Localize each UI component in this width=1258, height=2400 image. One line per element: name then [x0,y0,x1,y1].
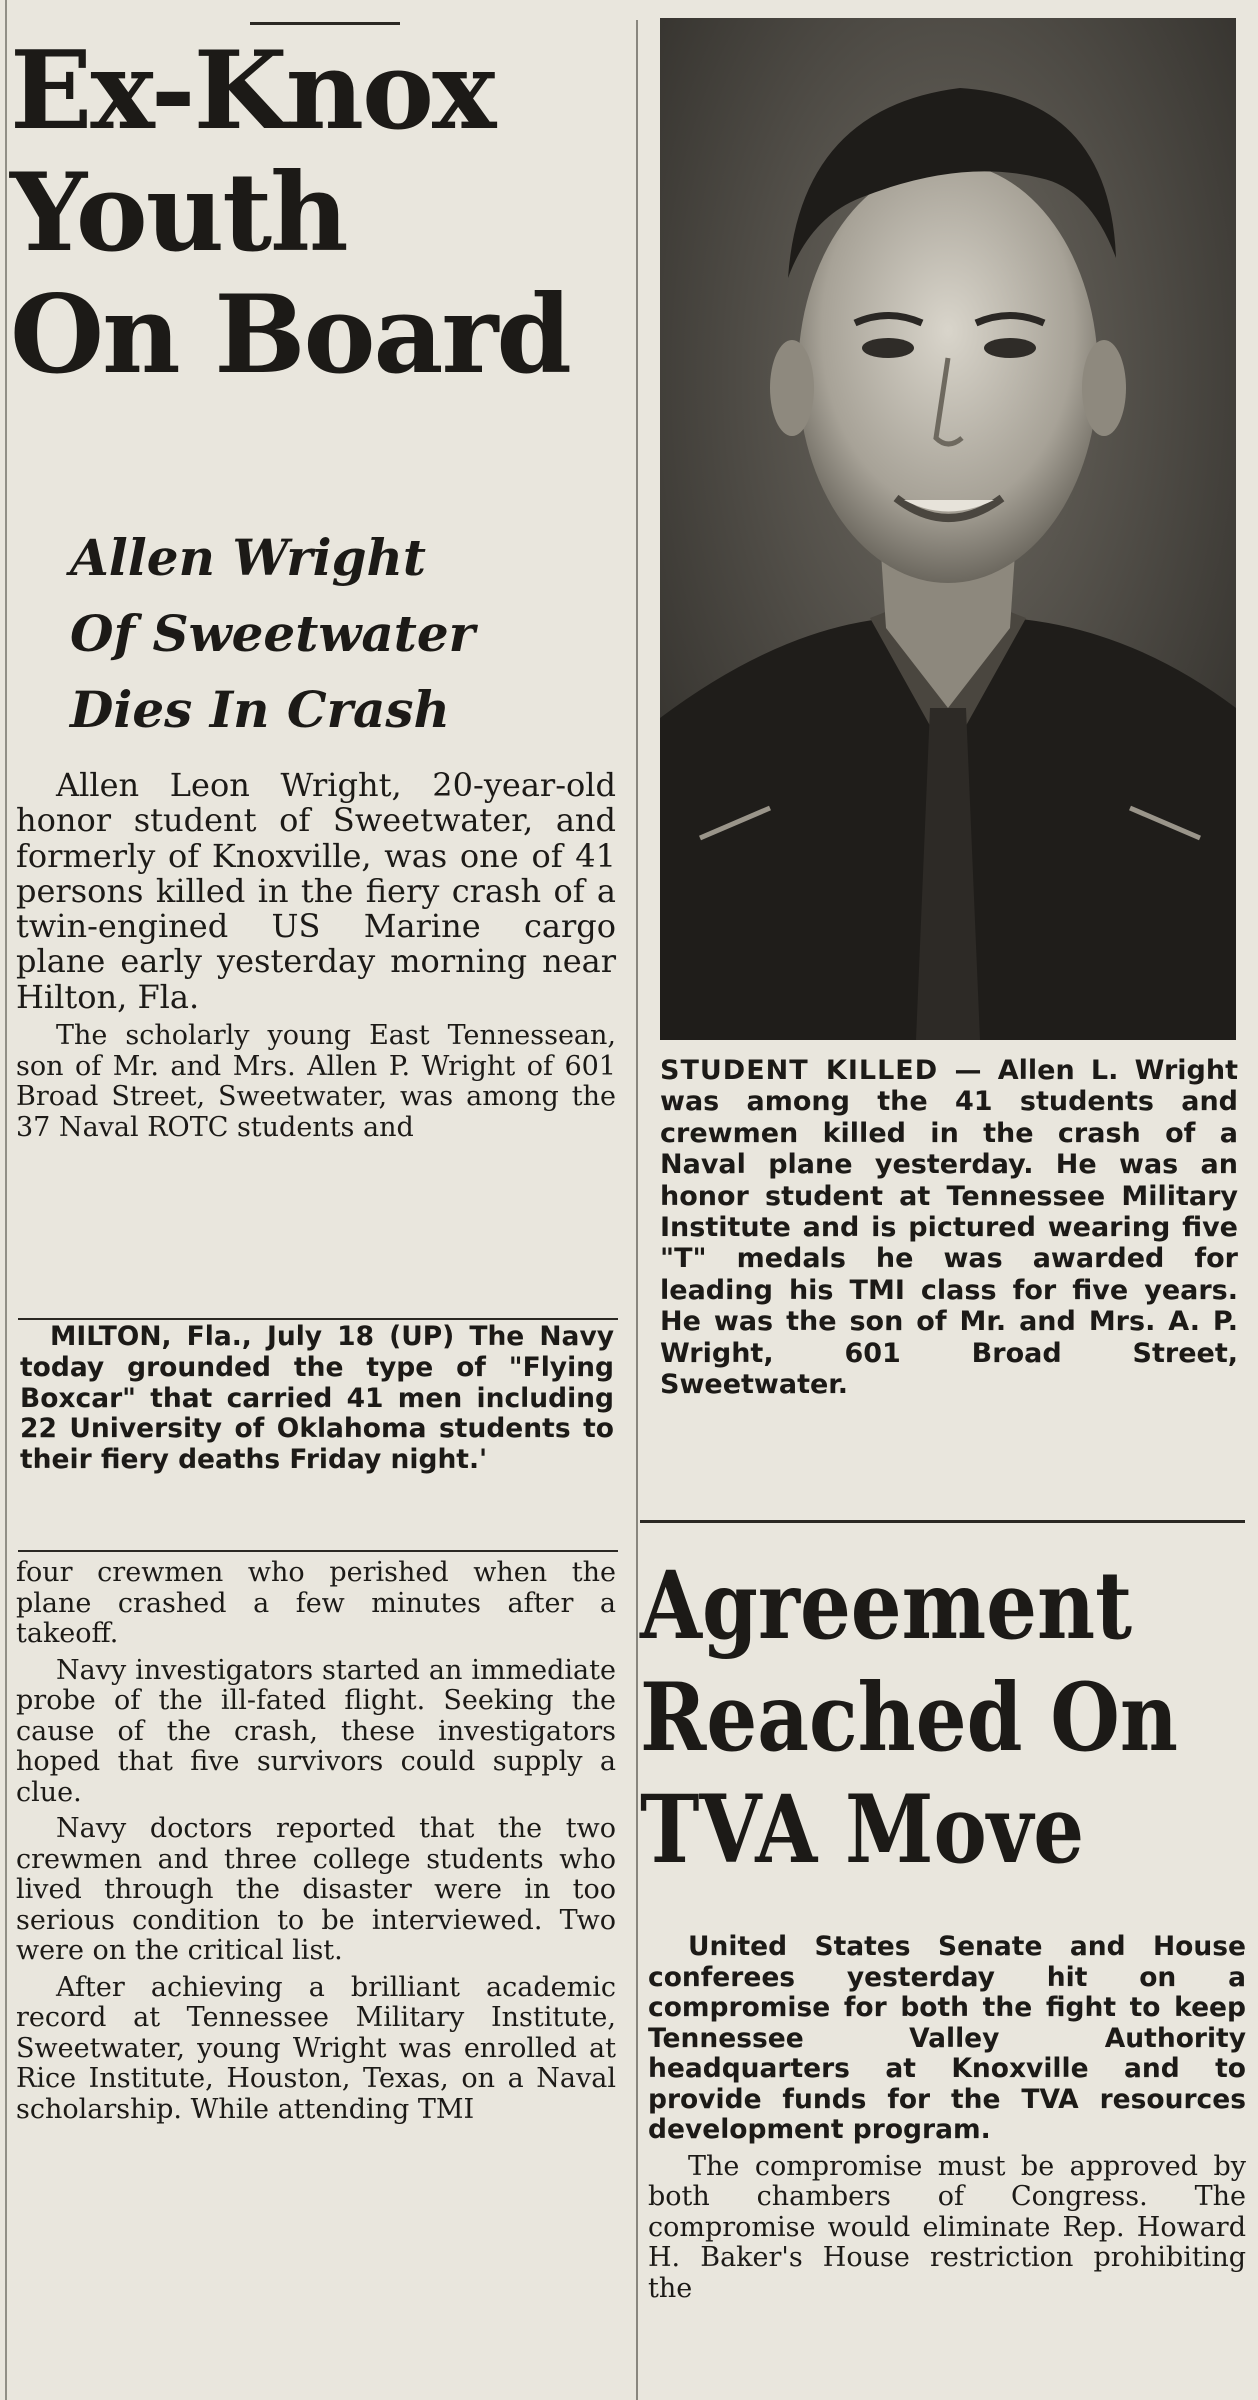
headline2-line-1: Agreement [640,1551,1133,1661]
headline2-line-2: Reached On [640,1663,1178,1773]
deck-line-2: Of Sweetwater [70,604,476,663]
article-paragraph-2: The scholarly young East Tennessean, son of Mr. and Mrs. Allen P. Wright of 601 Broad Street, Sweetwater, was among the 37 Naval ROTC students and [16,1020,616,1143]
column-divider [636,20,638,2400]
article-opening [16,768,616,1149]
top-rule [250,22,400,25]
bulletin-text: MILTON, Fla., July 18 (UP) The Navy today grounded the type of "Flying Boxcar" that carried 41 men including 22 University of Oklahoma students to their fiery deaths Friday night.' [20,1321,614,1476]
caption-text: — Allen L. Wright was among the 41 students and crewmen killed in the crash of a Naval plane yesterday. He was an honor student at Tennessee Military Institute and is pictured wearing five "T" medals he was awarded for leading his TMI class for five years. He was the son of Mr. and Mrs. A. P. Wright, 601 Broad Street, Sweetwater. [660,1055,1239,1401]
tva-lead-paragraph: United States Senate and House conferees yesterday hit on a compromise for both the fight to keep Tennessee Valley Authority headquarters at Knoxville and to provide funds for the TVA resources development program. [648,1931,1246,2145]
article-paragraph-3: Navy investigators started an immediate probe of the ill-fated flight. Seeking the cause of the crash, these investigators hoped that five survivors could supply a clue. [16,1654,616,1808]
portrait-photo [660,18,1236,1040]
continuation-paragraph: four crewmen who perished when the plane crashed a few minutes after a takeoff. [16,1557,616,1649]
article-paragraph-4: Navy doctors reported that the two crewmen and three college students who lived through the disaster were in too serious condition to be interviewed. Two were on the critical list. [16,1813,616,1966]
headline2-line-3: TVA Move [640,1775,1085,1885]
page-left-border [5,0,7,2400]
caption-bottom-rule [640,1520,1245,1523]
tva-article [648,1932,1246,2310]
subheadline-deck [70,520,590,748]
tva-paragraph-2: The compromise must be approved by both chambers of Congress. The compromise would eliminate Rep. Howard H. Baker's House restriction prohibiting the [648,2150,1246,2304]
headline-line-2: Youth [10,150,347,276]
headline-agreement-tva [640,1550,1178,1886]
deck-line-3: Dies In Crash [70,680,450,739]
photo-caption [660,1055,1238,1400]
deck-line-1: Allen Wright [70,528,427,587]
bulletin-top-rule [18,1318,618,1320]
article-continuation [16,1558,616,2131]
lead-paragraph: Allen Leon Wright, 20-year-old honor student of Sweetwater, and formerly of Knoxville, was one of 41 persons killed in the fiery crash of a twin-engined US Marine cargo plane early yesterday morning near Hilton, Fla. [16,766,616,1016]
portrait-image [660,18,1236,1040]
article-paragraph-5: After achieving a brilliant academic record at Tennessee Military Institute, Sweetwater, young Wright was enrolled at Rice Institute, Houston, Texas, on a Naval scholarship. While attending TMI [16,1971,616,2125]
headline-line-3: On Board [10,272,570,398]
bulletin-insert [20,1322,614,1482]
bulletin-bottom-rule [18,1550,618,1552]
headline-ex-knox-youth [10,30,610,396]
headline-line-1: Ex-Knox [10,28,495,154]
caption-kicker: STUDENT KILLED [660,1055,939,1086]
